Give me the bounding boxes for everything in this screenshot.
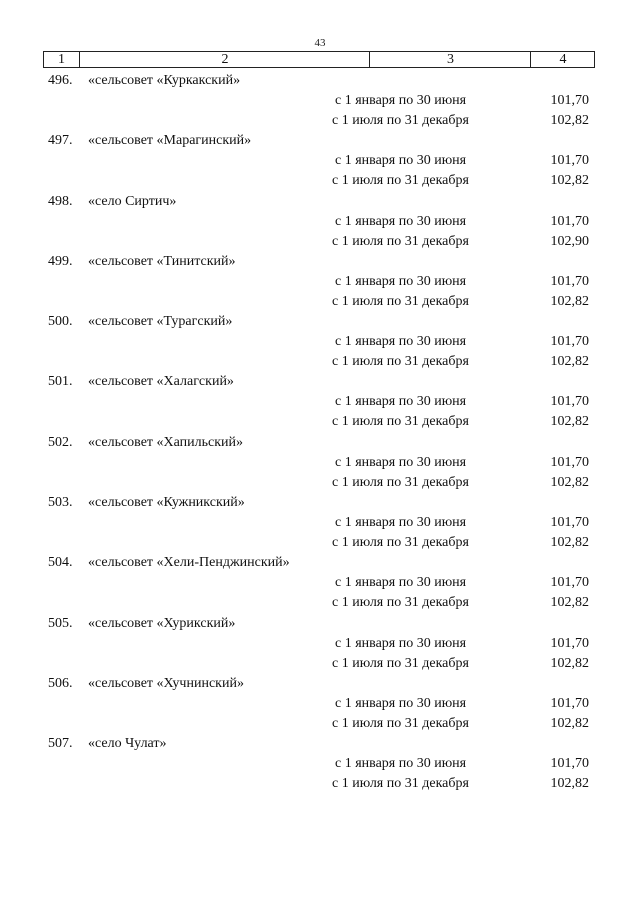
value-first-half: 101,70 bbox=[550, 93, 589, 108]
value-second-half: 102,82 bbox=[550, 173, 589, 189]
period-second-half: с 1 июля по 31 декабря bbox=[332, 173, 469, 189]
period-second-half: с 1 июля по 31 декабря bbox=[332, 474, 469, 490]
period-first-half: с 1 января по 30 июня bbox=[335, 93, 467, 108]
period-second-half: с 1 июля по 31 декабря bbox=[332, 113, 469, 128]
value-first-half: 101,70 bbox=[550, 273, 589, 289]
period-first-half: с 1 января по 30 июня bbox=[335, 575, 467, 591]
period-first-half: с 1 января по 30 июня bbox=[335, 695, 467, 711]
period-second-half: с 1 июля по 31 декабря bbox=[332, 233, 469, 249]
value-first-half: 101,70 bbox=[550, 756, 589, 772]
period-second-half: с 1 июля по 31 декабря bbox=[332, 354, 469, 370]
value-first-half: 101,70 bbox=[550, 695, 589, 711]
period-first-half: с 1 января по 30 июня bbox=[335, 635, 467, 651]
row-number: 498. bbox=[48, 193, 73, 209]
value-second-half: 102,82 bbox=[550, 113, 589, 128]
table-row bbox=[0, 253, 640, 313]
table-row bbox=[0, 132, 640, 192]
period-second-half: с 1 июля по 31 декабря bbox=[332, 595, 469, 611]
period-first-half: с 1 января по 30 июня bbox=[335, 213, 467, 229]
settlement-name: «сельсовет «Хели-Пенджинский» bbox=[88, 555, 290, 571]
settlement-name: «сельсовет «Тинитский» bbox=[88, 253, 236, 269]
header-col-4: 4 bbox=[530, 52, 595, 67]
period-second-half: с 1 июля по 31 декабря bbox=[332, 776, 469, 792]
table-row bbox=[0, 554, 640, 614]
row-number: 503. bbox=[48, 495, 73, 511]
value-second-half: 102,82 bbox=[550, 293, 589, 309]
period-first-half: с 1 января по 30 июня bbox=[335, 394, 467, 410]
settlement-name: «сельсовет «Хапильский» bbox=[88, 434, 244, 450]
table-row bbox=[0, 615, 640, 675]
row-number: 502. bbox=[48, 434, 73, 450]
value-first-half: 101,70 bbox=[550, 334, 589, 350]
settlement-name: «сельсовет «Халагский» bbox=[88, 374, 234, 390]
row-number: 506. bbox=[48, 675, 73, 691]
value-first-half: 101,70 bbox=[550, 153, 589, 169]
value-first-half: 101,70 bbox=[550, 575, 589, 591]
settlement-name: «сельсовет «Куркакский» bbox=[88, 73, 241, 88]
period-second-half: с 1 июля по 31 декабря bbox=[332, 414, 469, 430]
table-row bbox=[0, 72, 640, 132]
period-first-half: с 1 января по 30 июня bbox=[335, 273, 467, 289]
row-number: 505. bbox=[48, 615, 73, 631]
period-first-half: с 1 января по 30 июня bbox=[335, 756, 467, 772]
row-number: 497. bbox=[48, 133, 73, 149]
table-row bbox=[0, 313, 640, 373]
value-first-half: 101,70 bbox=[550, 394, 589, 410]
header-col-3: 3 bbox=[369, 52, 531, 67]
settlement-name: «сельсовет «Турагский» bbox=[88, 314, 233, 330]
table-row bbox=[0, 675, 640, 735]
settlement-name: «сельсовет «Хурикский» bbox=[88, 615, 236, 631]
value-second-half: 102,82 bbox=[550, 655, 589, 671]
value-first-half: 101,70 bbox=[550, 454, 589, 470]
period-first-half: с 1 января по 30 июня bbox=[335, 334, 467, 350]
value-second-half: 102,82 bbox=[550, 354, 589, 370]
period-first-half: с 1 января по 30 июня bbox=[335, 454, 467, 470]
row-number: 501. bbox=[48, 374, 73, 390]
value-second-half: 102,82 bbox=[550, 715, 589, 731]
settlement-name: «сельсовет «Хучнинский» bbox=[88, 675, 244, 691]
value-second-half: 102,82 bbox=[550, 595, 589, 611]
settlement-name: «сельсовет «Кужникский» bbox=[88, 495, 245, 511]
table-header bbox=[43, 51, 595, 68]
period-second-half: с 1 июля по 31 декабря bbox=[332, 715, 469, 731]
value-second-half: 102,82 bbox=[550, 474, 589, 490]
table-body bbox=[0, 72, 640, 796]
header-col-2: 2 bbox=[79, 52, 370, 67]
value-second-half: 102,82 bbox=[550, 414, 589, 430]
row-number: 500. bbox=[48, 314, 73, 330]
period-first-half: с 1 января по 30 июня bbox=[335, 153, 467, 169]
row-number: 499. bbox=[48, 253, 73, 269]
period-second-half: с 1 июля по 31 декабря bbox=[332, 293, 469, 309]
value-second-half: 102,82 bbox=[550, 535, 589, 551]
value-first-half: 101,70 bbox=[550, 635, 589, 651]
period-first-half: с 1 января по 30 июня bbox=[335, 515, 467, 531]
period-second-half: с 1 июля по 31 декабря bbox=[332, 655, 469, 671]
settlement-name: «село Сиртич» bbox=[88, 193, 177, 209]
table-row bbox=[0, 434, 640, 494]
value-first-half: 101,70 bbox=[550, 515, 589, 531]
row-number: 504. bbox=[48, 555, 73, 571]
row-number: 496. bbox=[48, 73, 73, 88]
header-col-1: 1 bbox=[58, 52, 65, 67]
table-row bbox=[0, 494, 640, 554]
value-first-half: 101,70 bbox=[550, 213, 589, 229]
table-row bbox=[0, 735, 640, 795]
value-second-half: 102,90 bbox=[550, 233, 589, 249]
table-row bbox=[0, 193, 640, 253]
value-second-half: 102,82 bbox=[550, 776, 589, 792]
period-second-half: с 1 июля по 31 декабря bbox=[332, 535, 469, 551]
page-number: 43 bbox=[314, 37, 326, 49]
table-row bbox=[0, 373, 640, 433]
settlement-name: «сельсовет «Марагинский» bbox=[88, 133, 252, 149]
row-number: 507. bbox=[48, 736, 73, 752]
settlement-name: «село Чулат» bbox=[88, 736, 167, 752]
